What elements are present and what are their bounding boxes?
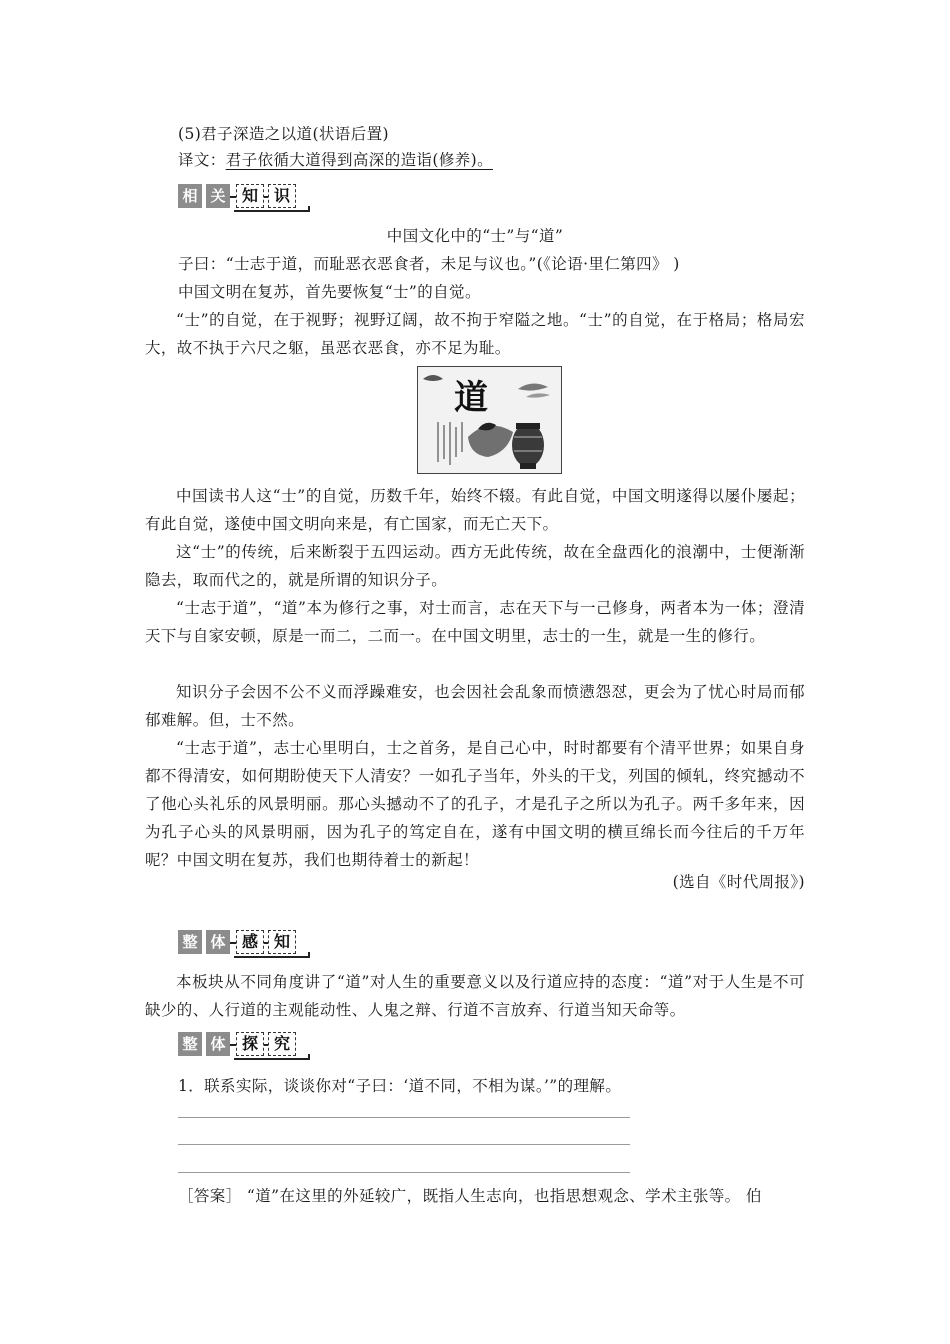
- badge-char: 关: [206, 184, 230, 208]
- section-badge-overall-perception: [178, 930, 310, 956]
- paragraph-4: 这“士”的传统，后来断裂于五四运动。西方无此传统，故在全盘西化的浪潮中，士便渐渐隐去，取而代之的，就是所谓的知识分子。: [145, 543, 805, 589]
- badge-char: 体: [206, 930, 230, 954]
- item-5-line: (5)君子深造之以道(状语后置): [178, 125, 389, 143]
- paragraph-6: 知识分子会因不公不义而浮躁难安，也会因社会乱象而愤懑怨怼，更会为了忧心时局而郁郁难解。但，士不然。: [145, 683, 805, 729]
- section-badge-related-knowledge: [178, 184, 310, 210]
- badge-char: 识: [268, 184, 296, 208]
- article-title: 中国文化中的“士”与“道”: [386, 227, 564, 245]
- paragraph-3: 中国读书人这“士”的自觉，历数千年，始终不辍。有此自觉，中国文明遂得以屡仆屡起；有此自觉，遂使中国文明向来是，有亡国家，而无亡天下。: [145, 487, 805, 533]
- paragraph-7: “士志于道”，志士心里明白，士之首务，是自己心中，时时都要有个清平世界；如果自身都不得清安，如何期盼使天下人清安？一如孔子当年，外头的干戈，列国的倾轧，终究撼动不了他心头礼乐的风景明丽。那心头撼动不了的孔子，才是孔子之所以为孔子。两千多年来，因为孔子心头的风景明丽，因为孔子的笃定自在，遂有中国文明的横亘绵长而今往后的千万年呢？中国文明在复苏，我们也期待着士的新起！: [145, 739, 805, 869]
- badge-char: 体: [206, 1032, 230, 1056]
- paragraph-1: 中国文明在复苏，首先要恢复“士”的自觉。: [178, 283, 481, 301]
- translation-text: 君子依循大道得到高深的造诣(修养)。: [225, 151, 493, 169]
- badge-char: 知: [268, 930, 296, 954]
- perception-text: 本板块从不同角度讲了“道”对人生的重要意义以及行道应持的态度：“道”对于人生是不可缺少的、人行道的主观能动性、人鬼之辩、行道不言放弃、行道当知天命等。: [145, 973, 805, 1019]
- section-badge-overall-exploration: [178, 1032, 310, 1058]
- paragraph-2: “士”的自觉，在于视野；视野辽阔，故不拘于窄隘之地。“士”的自觉，在于格局；格局宏大，故不执于六尺之躯，虽恶衣恶食，亦不足为耻。: [145, 311, 805, 357]
- badge-char: 感: [236, 930, 264, 954]
- badge-char: 相: [178, 184, 202, 208]
- badge-char: 究: [268, 1032, 296, 1056]
- badge-char: 探: [236, 1032, 264, 1056]
- answer-text: ［答案］ “道”在这里的外延较广，既指人生志向，也指思想观念、学术主张等。 伯: [178, 1187, 762, 1205]
- answer-blank-line[interactable]: [178, 1172, 630, 1173]
- question-1: 1．联系实际，谈谈你对“子曰：‘道不同，不相为谋。’”的理解。: [178, 1077, 622, 1095]
- answer-blank-line[interactable]: [178, 1144, 630, 1145]
- dao-character: 道: [454, 378, 488, 418]
- paragraph-5: “士志于道”，“道”本为修行之事，对士而言，志在天下与一己修身，两者本为一体；澄清天下与自家安顿，原是一而二，二而一。在中国文明里，志士的一生，就是一生的修行。: [145, 599, 805, 645]
- translation-label: 译文：: [178, 151, 226, 169]
- answer-blank-line[interactable]: [178, 1117, 630, 1118]
- analects-quote: 子曰：“士志于道，而耻恶衣恶食者，未足与议也。”(《论语·里仁第四》 ): [178, 255, 680, 273]
- translation-line: [178, 150, 493, 170]
- source-citation: (选自《时代周报》): [672, 873, 805, 891]
- dao-illustration-art: [418, 367, 561, 473]
- badge-char: 整: [178, 930, 202, 954]
- badge-char: 知: [236, 184, 264, 208]
- badge-char: 整: [178, 1032, 202, 1056]
- dao-illustration: [417, 366, 562, 474]
